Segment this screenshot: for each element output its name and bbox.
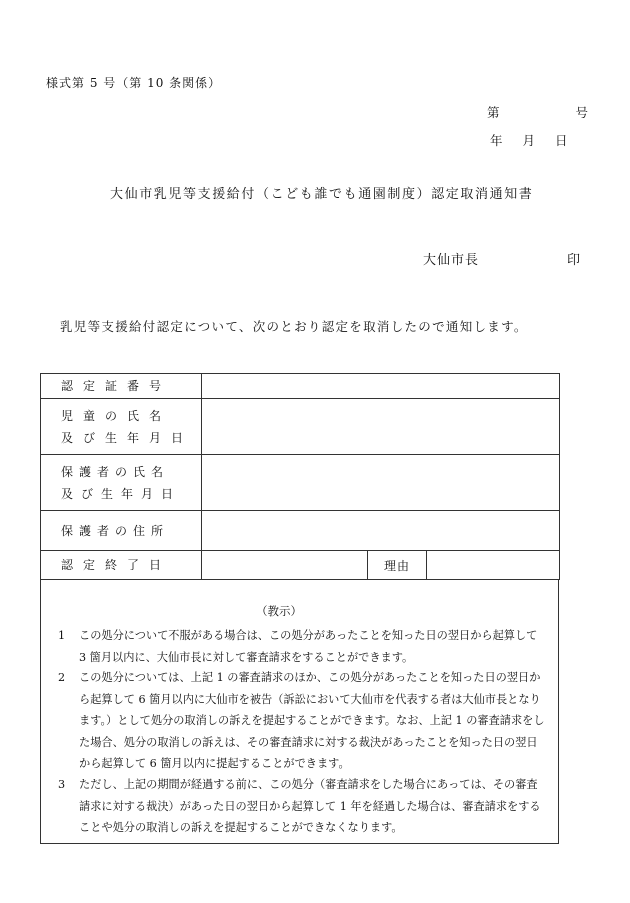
certificate-number-field[interactable] — [202, 374, 560, 399]
document-date — [490, 131, 568, 149]
seal-mark: 印 — [567, 253, 581, 268]
guardian-address-field[interactable] — [202, 511, 560, 551]
notice-item — [58, 625, 548, 668]
form-number: 様式第 5 号（第 10 条関係） — [46, 76, 222, 90]
notice-item-text: この処分については、上記 1 の審査請求のほか、この処分があったことを知った日の翌日から起算して 6 箇月以内に大仙市を被告（訴訟において大仙市を代表する者は大仙市長となります。）として処分の取消しの訴えを提起することができます。なお、上記 1 の審査請求をした場合、処分の取消しの訴えは、その審査請求に対する裁決があったことを知った日の翌日から起算して 6 箇月以内に提起することができます。 — [79, 671, 545, 770]
notice-item-number: 2 — [58, 671, 66, 684]
document-title: 大仙市乳児等支援給付（こども誰でも通園制度）認定取消通知書 — [110, 187, 534, 202]
notice-heading: （教示） — [256, 604, 302, 618]
row-label-child — [41, 399, 202, 455]
table-row — [41, 399, 560, 455]
notice-box — [40, 579, 559, 844]
guardian-field[interactable] — [202, 455, 560, 511]
date-year: 年 — [490, 133, 503, 148]
notice-item-text: ただし、上記の期間が経過する前に、この処分（審査請求をした場合にあっては、その審査請求に対する裁決）があった日の翌日から起算して 1 年を経過した場合は、審査請求をすることや処分の取消しの訴えを提起することができなくなります。 — [79, 778, 541, 834]
doc-number-prefix: 第 — [487, 105, 500, 120]
table-row — [41, 374, 560, 399]
table-row — [41, 455, 560, 511]
row-label-end-date: 認定終了日 — [41, 551, 202, 580]
document-number — [487, 103, 588, 121]
table-row — [41, 511, 560, 551]
child-birthdate-label: 及び生年月日 — [61, 430, 194, 445]
issuer-name: 大仙市長 — [423, 253, 480, 268]
end-date-field[interactable] — [202, 551, 368, 580]
notice-item — [58, 774, 548, 839]
date-day: 日 — [555, 133, 568, 148]
row-label-guardian-address: 保護者の住所 — [41, 511, 202, 551]
certificate-table — [40, 373, 560, 580]
reason-label: 理由 — [368, 551, 427, 580]
table-row — [41, 551, 560, 580]
reason-field[interactable] — [427, 551, 560, 580]
notice-item-text: この処分について不服がある場合は、この処分があったことを知った日の翌日から起算して 3 箇月以内に、大仙市長に対して審査請求をすることができます。 — [79, 629, 538, 664]
child-field[interactable] — [202, 399, 560, 455]
doc-number-suffix: 号 — [575, 105, 589, 120]
row-label-guardian — [41, 455, 202, 511]
date-month: 月 — [522, 133, 536, 148]
guardian-name-label: 保護者の氏名 — [61, 464, 170, 479]
intro-text: 乳児等支援給付認定について、次のとおり認定を取消したので通知します。 — [60, 319, 528, 334]
notice-item-number: 1 — [58, 629, 66, 642]
notice-item — [58, 667, 548, 775]
guardian-birthdate-label: 及び生年月日 — [61, 486, 182, 501]
row-label-certificate-number: 認定証番号 — [41, 374, 202, 399]
notice-item-number: 3 — [58, 778, 66, 791]
child-name-label: 児童の氏名 — [61, 408, 172, 423]
